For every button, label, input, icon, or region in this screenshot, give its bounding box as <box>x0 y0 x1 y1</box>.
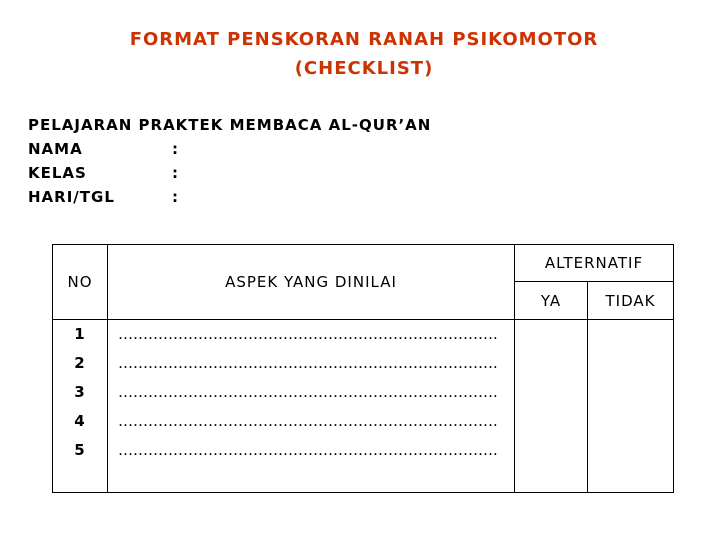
field-nama <box>28 137 431 161</box>
info-block <box>28 113 431 209</box>
tidak-column <box>588 320 674 493</box>
row-number: 3 <box>74 383 86 401</box>
no-column <box>53 320 108 493</box>
aspek-column <box>108 320 515 493</box>
field-kelas <box>28 161 431 185</box>
field-label: KELAS <box>28 164 87 182</box>
body-row <box>53 320 674 493</box>
field-label: HARI/TGL <box>28 188 115 206</box>
row-number: 1 <box>74 325 86 343</box>
field-hari-tgl <box>28 185 431 209</box>
field-label: NAMA <box>28 140 83 158</box>
field-separator: : <box>172 164 179 182</box>
aspek-placeholder: …………………………………………………………………. <box>118 325 498 343</box>
row-number: 5 <box>74 441 86 459</box>
aspek-placeholder: …………………………………………………………………. <box>118 441 498 459</box>
aspek-placeholder: …………………………………………………………………. <box>118 354 498 372</box>
field-separator: : <box>172 188 179 206</box>
header-row <box>53 245 674 282</box>
ya-column <box>515 320 588 493</box>
row-number: 2 <box>74 354 86 372</box>
header-aspek: ASPEK YANG DINILAI <box>108 245 515 320</box>
checklist-table <box>52 244 674 493</box>
field-separator: : <box>172 140 179 158</box>
title-line-1: FORMAT PENSKORAN RANAH PSIKOMOTOR <box>129 29 599 50</box>
subject-line: PELAJARAN PRAKTEK MEMBACA AL-QUR’AN <box>28 116 432 134</box>
aspek-placeholder: …………………………………………………………………. <box>118 412 498 430</box>
header-no: NO <box>53 245 108 320</box>
title-line-2: (CHECKLIST) <box>294 58 434 79</box>
aspek-placeholder: …………………………………………………………………. <box>118 383 498 401</box>
header-alternatif: ALTERNATIF <box>515 245 674 282</box>
row-number: 4 <box>74 412 86 430</box>
header-tidak: TIDAK <box>588 282 674 320</box>
header-ya: YA <box>515 282 588 320</box>
